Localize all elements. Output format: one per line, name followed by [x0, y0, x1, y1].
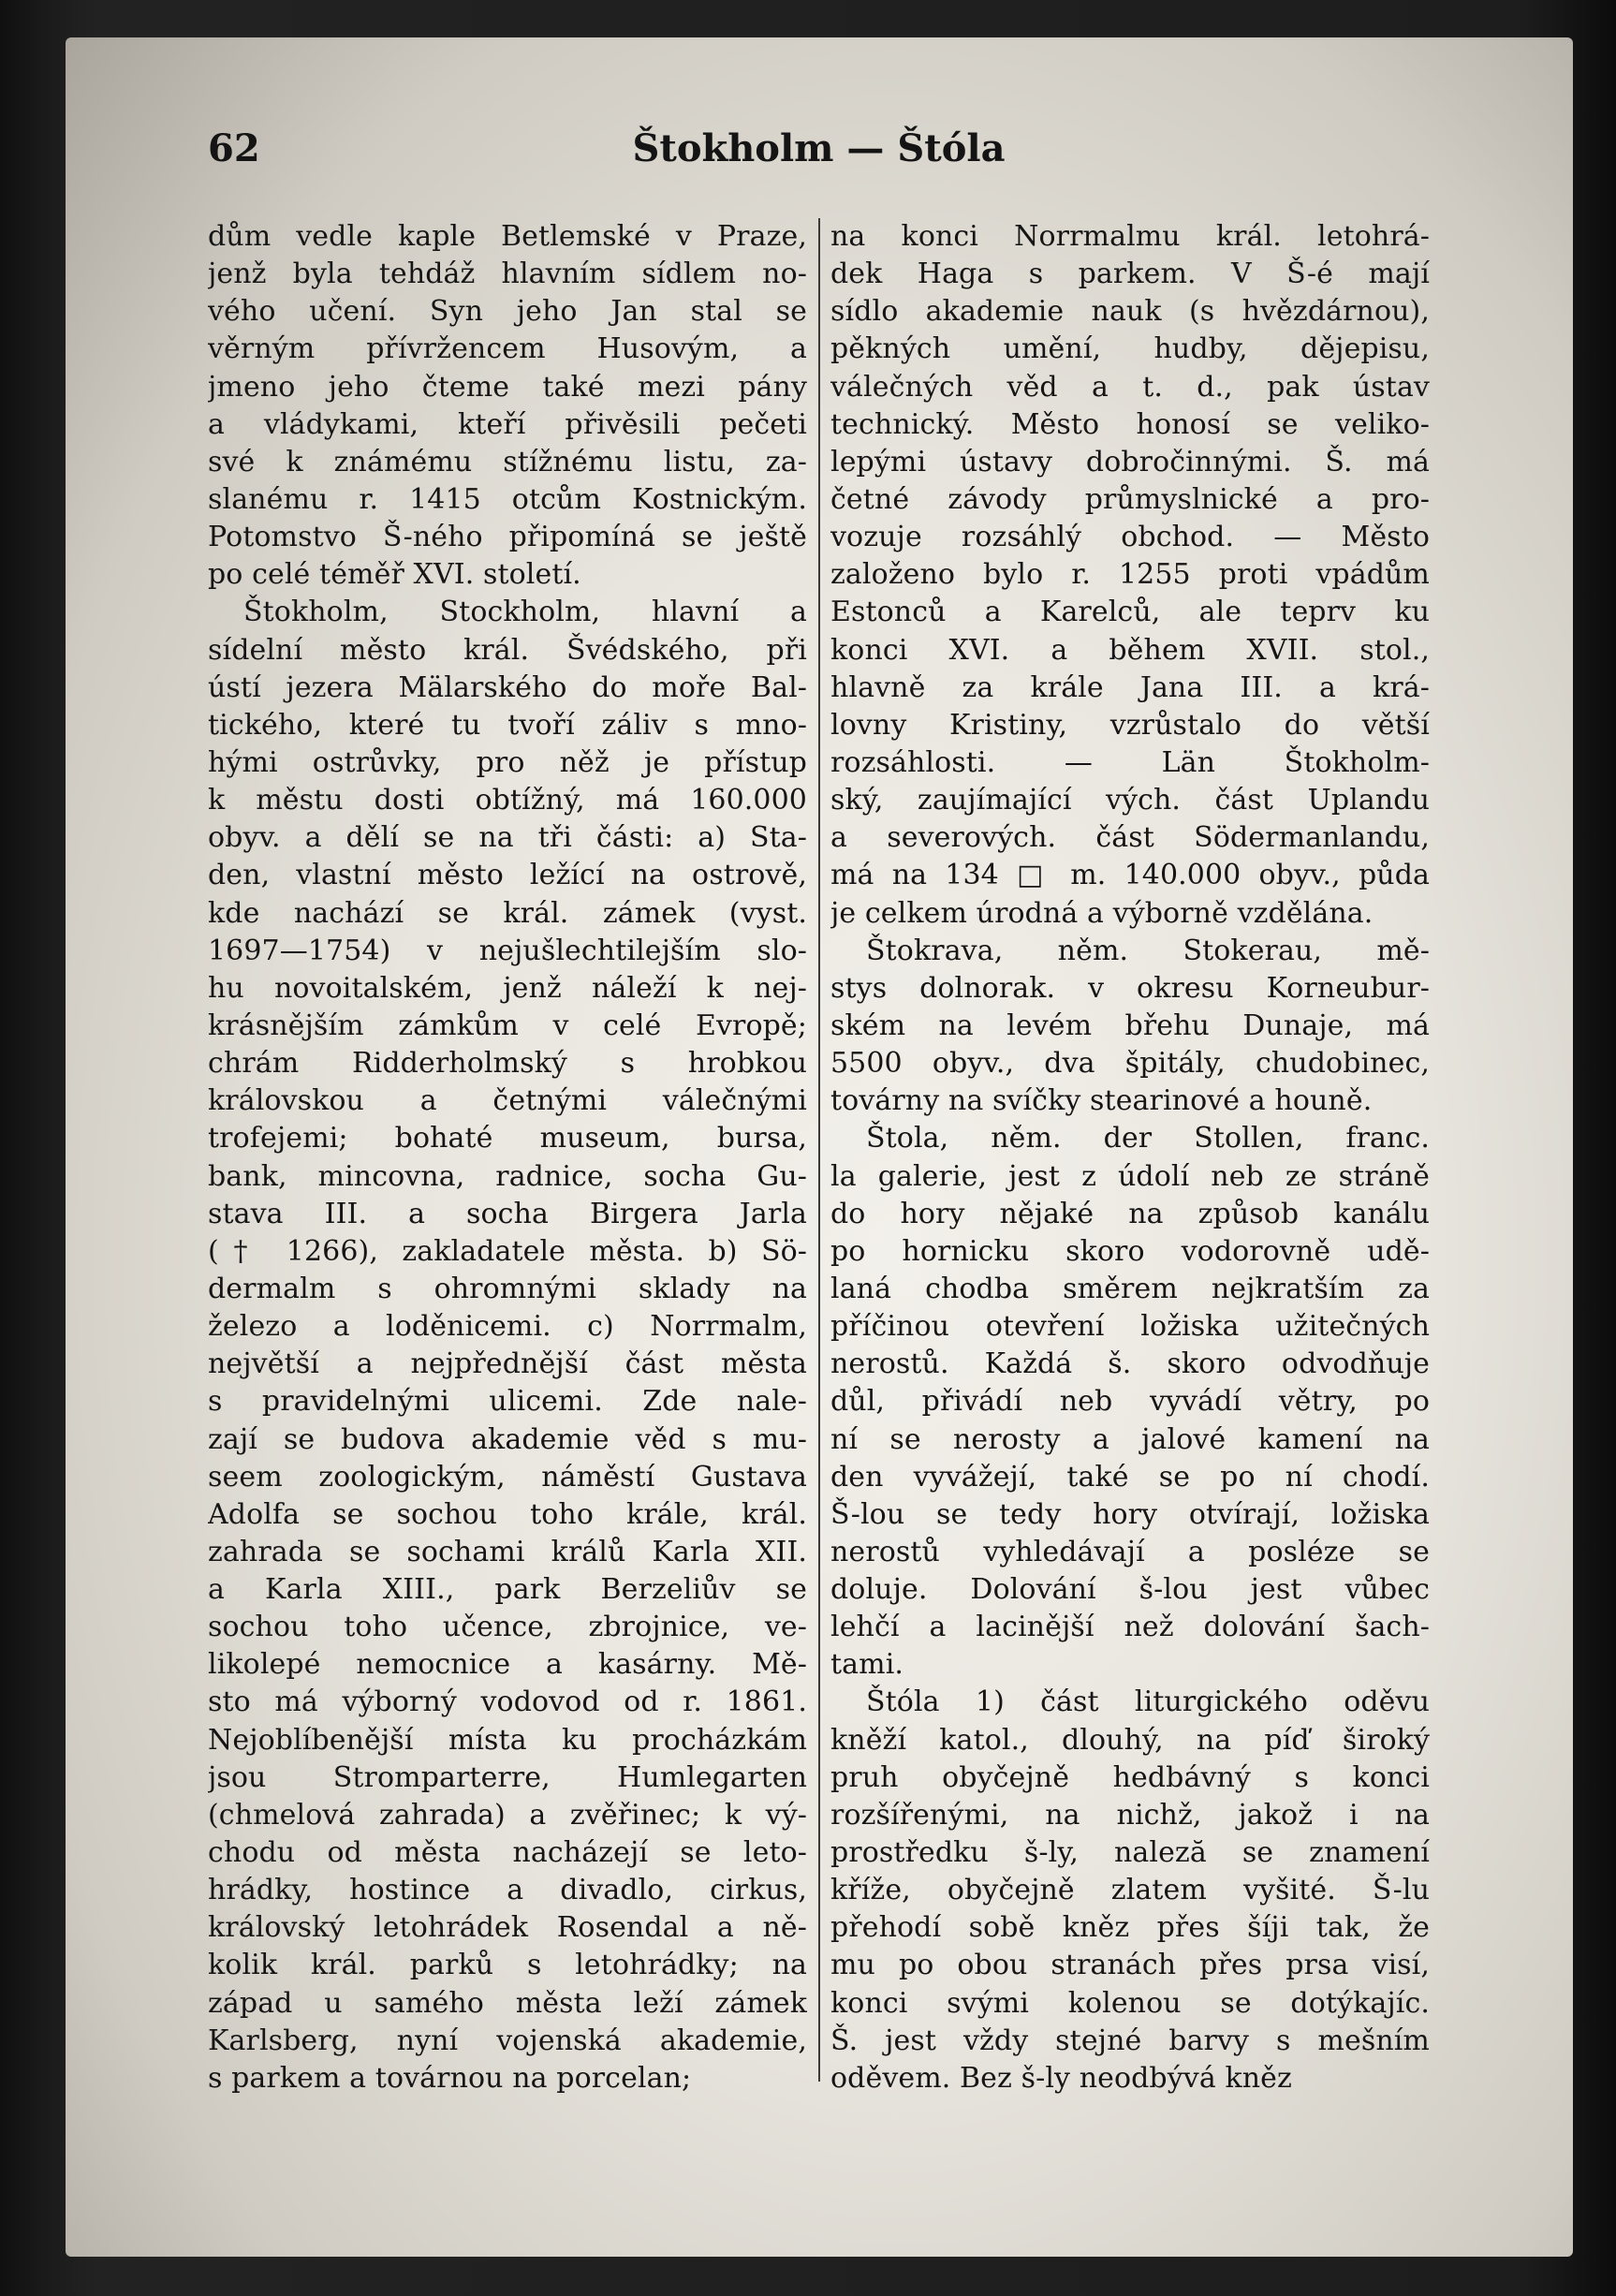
text-line: věrným přívržencem Husovým, a — [208, 332, 807, 366]
text-line: 5500 obyv., dva špitály, chudobinec, — [830, 1047, 1430, 1081]
text-line: la galerie, jest z údolí neb ze stráně — [830, 1159, 1430, 1193]
text-line: hrádky, hostince a divadlo, cirkus, — [208, 1874, 807, 1907]
text-line: přehodí sobě kněz přes šíji tak, že — [830, 1911, 1430, 1945]
text-line: největší a nejpřednější část města — [208, 1347, 807, 1381]
text-line: ústí jezera Mälarského do moře Bal- — [208, 670, 807, 704]
text-line: Štokrava, něm. Stokerau, mě- — [866, 934, 1430, 967]
text-line: dek Haga s parkem. V Š-é mají — [830, 258, 1430, 291]
column-divider — [818, 218, 820, 2082]
text-line: lepými ústavy dobročinnými. Š. má — [830, 445, 1430, 478]
text-line: královskou a četnými válečnými — [208, 1084, 807, 1118]
text-line: kněží katol., dlouhý, na píď široký — [830, 1723, 1430, 1757]
text-line: chodu od města nacházejí se leto- — [208, 1836, 807, 1870]
text-line: má na 134 □ m. 140.000 obyv., půda — [830, 859, 1430, 892]
left-text-column — [208, 218, 807, 2097]
text-line: technický. Město honosí se veliko- — [830, 407, 1430, 441]
text-line: tami. — [830, 1648, 904, 1682]
text-line: krásnějším zámkům v celé Evropě; — [208, 1008, 807, 1042]
page-number: 62 — [208, 126, 260, 170]
text-line: Potomstvo Š-ného připomíná se ještě — [208, 521, 807, 554]
text-line: seem zoologickým, náměstí Gustava — [208, 1460, 807, 1494]
text-line: stava III. a socha Birgera Jarla — [208, 1197, 807, 1230]
text-line: laná chodba směrem nejkratším za — [830, 1272, 1430, 1305]
text-line: jenž byla tehdáž hlavním sídlem no- — [208, 258, 807, 291]
text-line: Adolfa se sochou toho krále, král. — [208, 1497, 807, 1531]
text-line: tického, které tu tvoří záliv s mno- — [208, 708, 807, 742]
text-line: doluje. Dolování š-lou jest vůbec — [830, 1573, 1430, 1607]
text-line: pěkných umění, hudby, dějepisu, — [830, 332, 1430, 366]
text-line: s pravidelnými ulicemi. Zde nale- — [208, 1385, 807, 1419]
text-line: lehčí a lacinější než dolování šach- — [830, 1611, 1430, 1644]
text-line: konci svými kolenou se dotýkajíc. — [830, 1986, 1430, 2020]
text-line: hu novoitalském, jenž náleží k nej- — [208, 971, 807, 1005]
text-line: jmeno jeho čteme také mezi pány — [208, 370, 807, 404]
text-line: Estonců a Karelců, ale teprv ku — [830, 596, 1430, 629]
text-line: rozsáhlosti. — Län Štokholm- — [830, 745, 1430, 779]
text-line: a Karla XIII., park Berzeliův se — [208, 1573, 807, 1607]
text-line: Štola, něm. der Stollen, franc. — [866, 1122, 1430, 1155]
text-line: je celkem úrodná a výborně vzdělána. — [830, 896, 1374, 930]
text-line: kříže, obyčejně zlatem vyšité. Š-lu — [830, 1874, 1430, 1907]
page-header — [208, 126, 1430, 183]
text-line: Karlsberg, nyní vojenská akademie, — [208, 2024, 807, 2057]
text-line: prostředku š-ly, naleză se znamení — [830, 1836, 1430, 1870]
text-line: mu po obou stranách přes prsa visí, — [830, 1949, 1430, 1982]
text-line: jsou Stromparterre, Humlegarten — [208, 1760, 807, 1794]
text-line: slanému r. 1415 otcům Kostnickým. — [208, 482, 807, 516]
text-line: četné závody průmyslnické a pro- — [830, 482, 1430, 516]
text-line: kde nachází se král. zámek (vyst. — [208, 896, 807, 930]
text-line: ském na levém břehu Dunaje, má — [830, 1008, 1430, 1042]
text-line: stys dolnorak. v okresu Korneubur- — [830, 971, 1430, 1005]
text-line: s parkem a továrnou na porcelan; — [208, 2061, 692, 2095]
text-line: rozšířenými, na nichž, jakož i na — [830, 1798, 1430, 1832]
text-line: obyv. a dělí se na tři části: a) Sta- — [208, 821, 807, 855]
text-line: den vyvážejí, také se po ní chodí. — [830, 1460, 1430, 1494]
text-line: sochou toho učence, zbrojnice, ve- — [208, 1611, 807, 1644]
text-line: válečných věd a t. d., pak ústav — [830, 370, 1430, 404]
text-line: k městu dosti obtížný, má 160.000 — [208, 784, 807, 817]
right-text-column — [830, 218, 1430, 2097]
text-line: Š. jest vždy stejné barvy s mešním — [830, 2024, 1430, 2057]
text-line: a vládykami, kteří přivěsili pečeti — [208, 407, 807, 441]
text-line: západ u samého města leží zámek — [208, 1986, 807, 2020]
text-line: sto má výborný vodovod od r. 1861. — [208, 1685, 807, 1719]
text-line: oděvem. Bez š-ly neodbývá kněz — [830, 2061, 1292, 2095]
text-line: († 1266), zakladatele města. b) Sö- — [208, 1234, 807, 1268]
text-line: Štokholm, Stockholm, hlavní a — [243, 596, 807, 629]
text-line: (chmelová zahrada) a zvěřinec; k vý- — [208, 1798, 807, 1832]
text-line: bank, mincovna, radnice, socha Gu- — [208, 1159, 807, 1193]
text-line: zahrada se sochami králů Karla XII. — [208, 1535, 807, 1568]
text-line: příčinou otevření ložiska užitečných — [830, 1310, 1430, 1344]
text-line: konci XVI. a během XVII. stol., — [830, 633, 1430, 667]
text-line: továrny na svíčky stearinové a houně. — [830, 1084, 1373, 1118]
text-line: své k známému stížnému listu, za- — [208, 445, 807, 478]
text-line: kolik král. parků s letohrádky; na — [208, 1949, 807, 1982]
text-line: po celé téměř XVI. století. — [208, 558, 581, 592]
text-line: sídlo akademie nauk (s hvězdárnou), — [830, 295, 1430, 329]
text-line: ní se nerosty a jalové kamení na — [830, 1422, 1430, 1456]
text-line: založeno bylo r. 1255 proti vpádům — [830, 558, 1430, 592]
text-line: železo a loděnicemi. c) Norrmalm, — [208, 1310, 807, 1344]
running-title: Štokholm — Štóla — [632, 126, 1006, 170]
text-line: hými ostrůvky, pro něž je přístup — [208, 745, 807, 779]
text-line: po hornicku skoro vodorovně udě- — [830, 1234, 1430, 1268]
text-line: Nejoblíbenější místa ku procházkám — [208, 1723, 807, 1757]
text-line: do hory nějaké na způsob kanálu — [830, 1197, 1430, 1230]
text-line: důl, přivádí neb vyvádí větry, po — [830, 1385, 1430, 1419]
text-line: lovny Kristiny, vzrůstalo do větší — [830, 708, 1430, 742]
text-line: dermalm s ohromnými sklady na — [208, 1272, 807, 1305]
text-line: pruh obyčejně hedbávný s konci — [830, 1760, 1430, 1794]
text-line: hlavně za krále Jana III. a krá- — [830, 670, 1430, 704]
text-line: vozuje rozsáhlý obchod. — Město — [830, 521, 1430, 554]
text-line: nerostů vyhledávají a posléze se — [830, 1535, 1430, 1568]
text-line: dům vedle kaple Betlemské v Praze, — [208, 220, 807, 253]
text-line: ský, zaujímající vých. část Uplandu — [830, 784, 1430, 817]
text-line: Štóla 1) část liturgického oděvu — [866, 1685, 1430, 1719]
text-line: trofejemi; bohaté museum, bursa, — [208, 1122, 807, 1155]
text-line: zají se budova akademie věd s mu- — [208, 1422, 807, 1456]
text-line: královský letohrádek Rosendal a ně- — [208, 1911, 807, 1945]
text-line: chrám Ridderholmský s hrobkou — [208, 1047, 807, 1081]
text-line: na konci Norrmalmu král. letohrá- — [830, 220, 1430, 253]
text-line: 1697—1754) v nejušlechtilejším slo- — [208, 934, 807, 967]
text-line: a severových. část Södermanlandu, — [830, 821, 1430, 855]
text-line: Š-lou se tedy hory otvírají, ložiska — [830, 1497, 1430, 1531]
text-line: nerostů. Každá š. skoro odvodňuje — [830, 1347, 1430, 1381]
text-line: likolepé nemocnice a kasárny. Mě- — [208, 1648, 807, 1682]
text-line: den, vlastní město ležící na ostrově, — [208, 859, 807, 892]
text-line: vého učení. Syn jeho Jan stal se — [208, 295, 807, 329]
text-line: sídelní město král. Švédského, při — [208, 633, 807, 667]
